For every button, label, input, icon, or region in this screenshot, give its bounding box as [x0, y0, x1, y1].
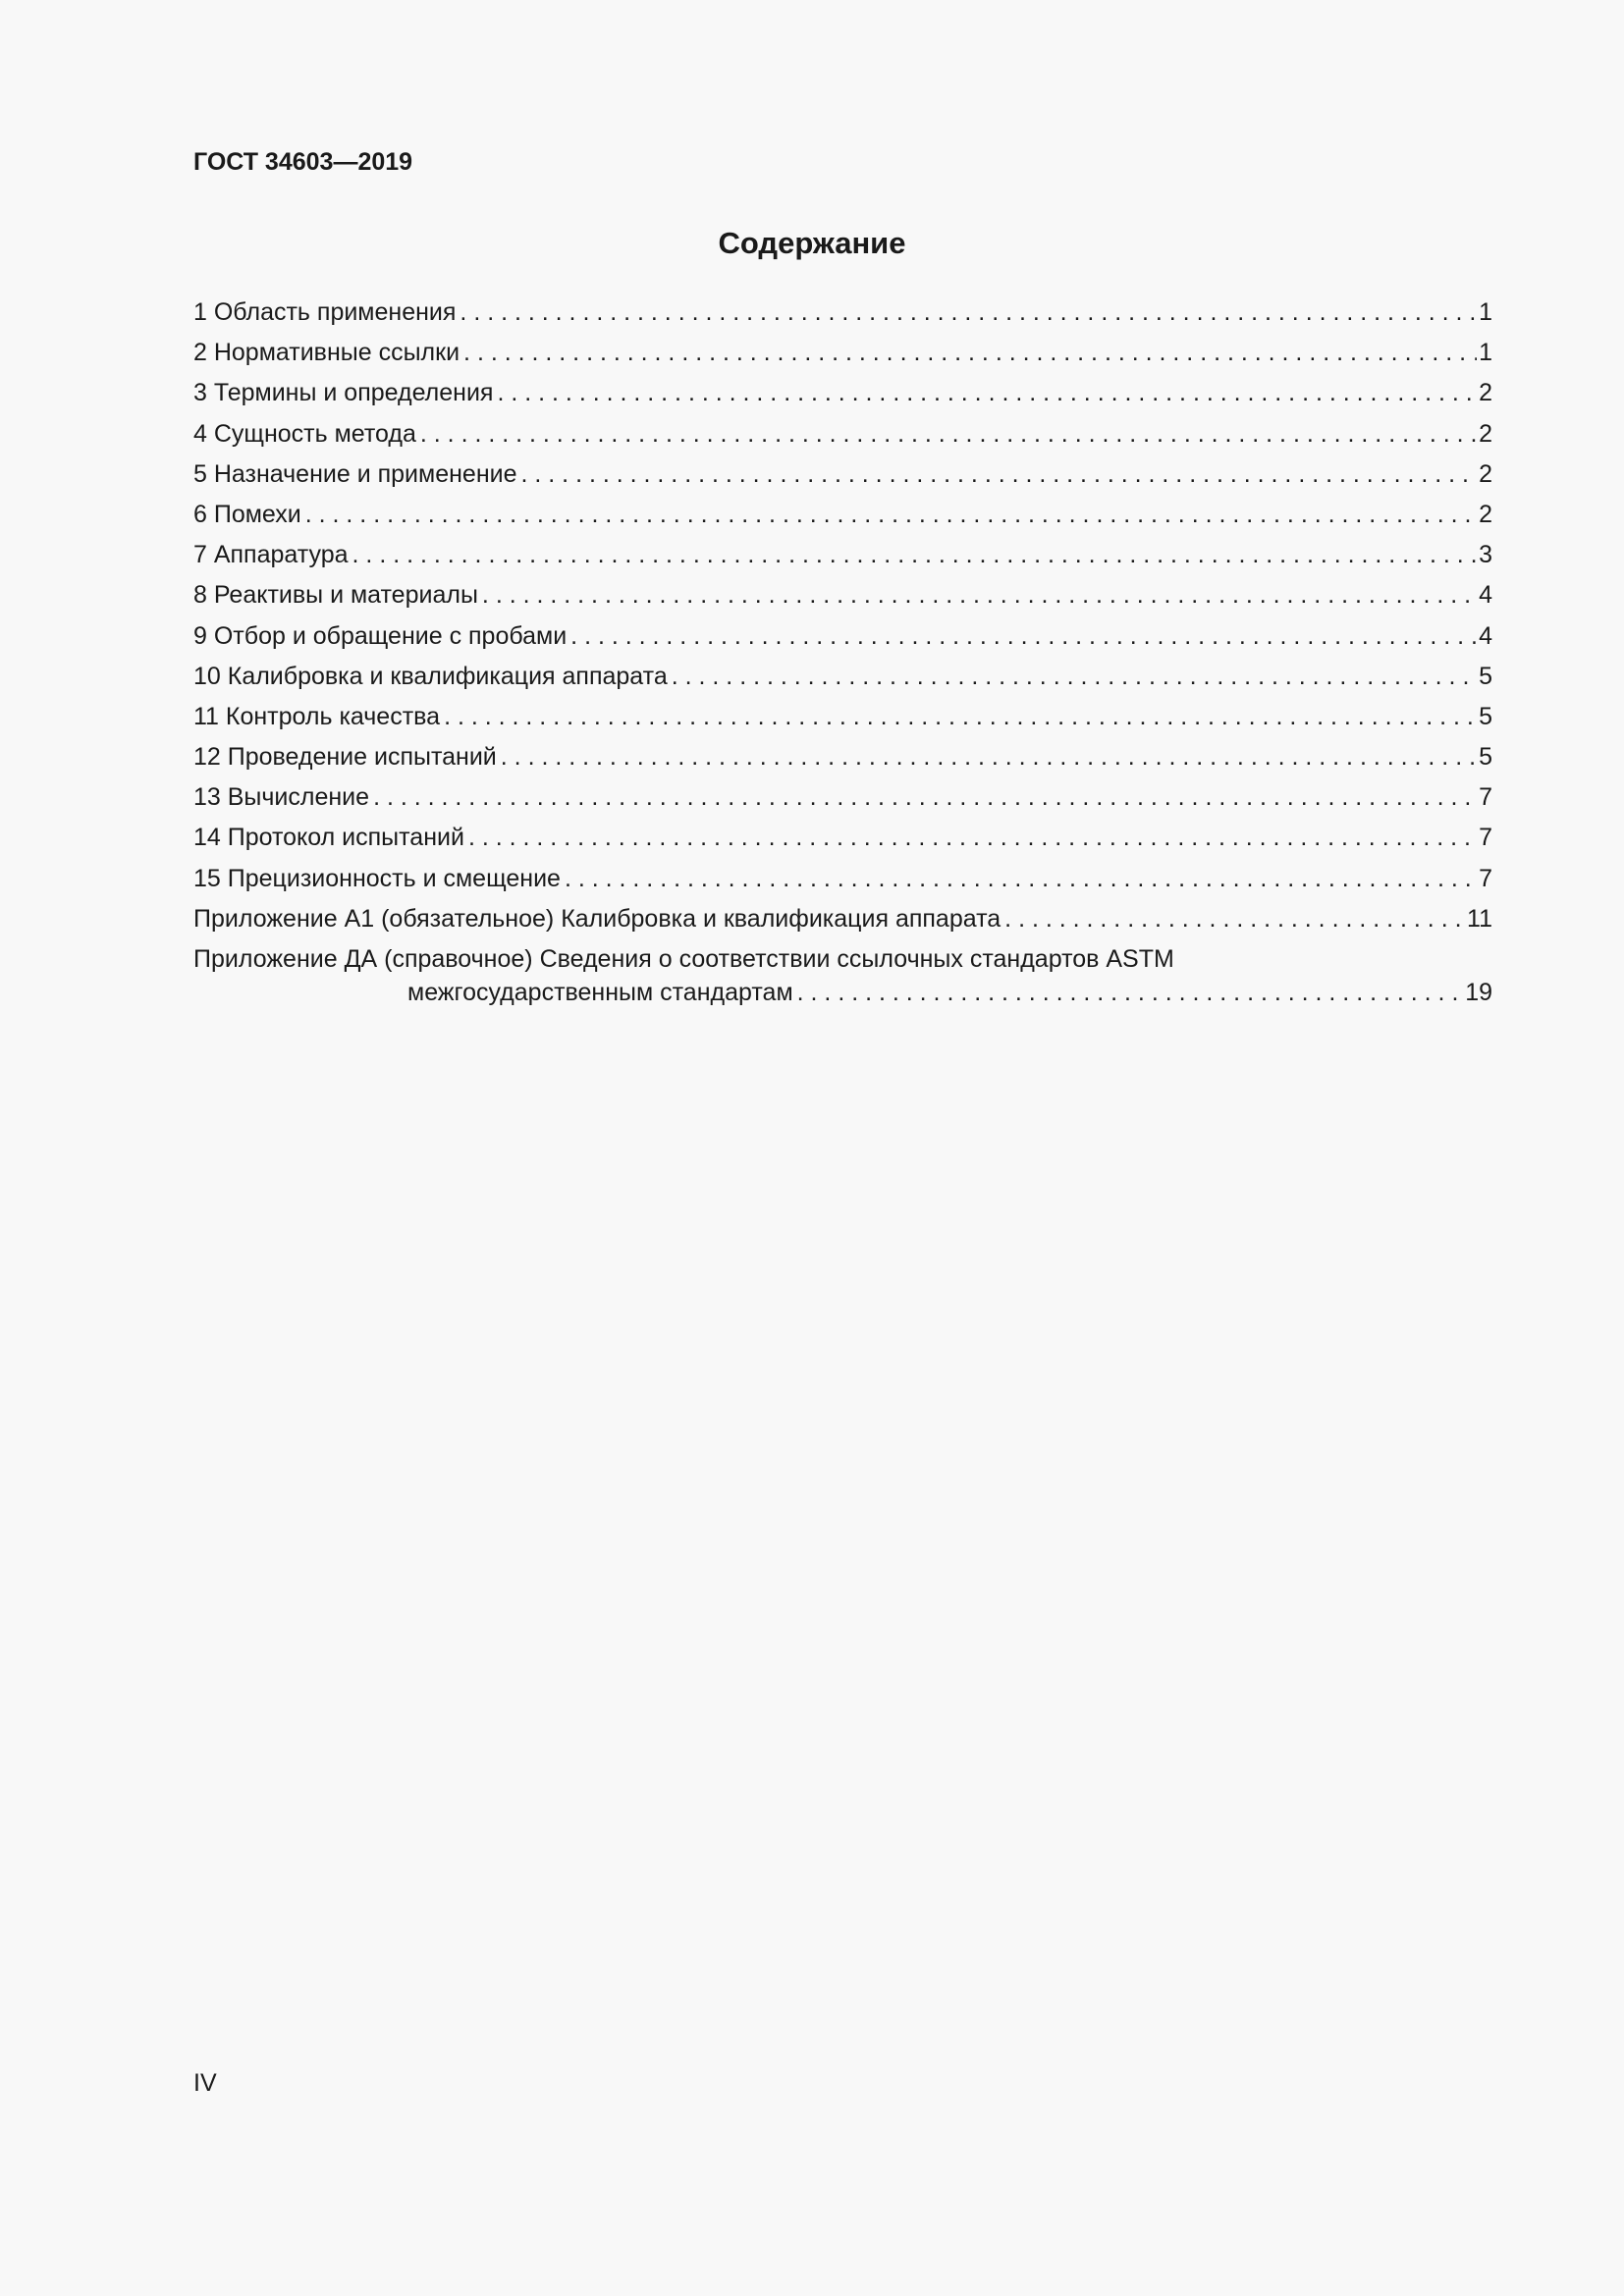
toc-entry[interactable]: [193, 336, 1492, 376]
toc-entry-label: 5 Назначение и применение: [193, 459, 517, 488]
toc-entry-label: 12 Проведение испытаний: [193, 743, 497, 772]
toc-entry[interactable]: [193, 700, 1492, 740]
dot-leader: [373, 780, 1477, 814]
dot-leader: [1004, 902, 1465, 935]
toc-entry-page: 1: [1479, 339, 1492, 367]
toc-entry-page: 1: [1479, 298, 1492, 326]
toc-entry[interactable]: [193, 862, 1492, 902]
toc-entry[interactable]: [193, 660, 1492, 700]
dot-leader: [672, 660, 1477, 693]
toc-entry-page: 2: [1479, 379, 1492, 407]
toc-entry-page: 7: [1479, 864, 1492, 892]
toc-entry-label: 15 Прецизионность и смещение: [193, 864, 561, 892]
toc-entry[interactable]: [193, 578, 1492, 618]
page-number: IV: [193, 2069, 217, 2097]
dot-leader: [501, 740, 1477, 774]
toc-entry[interactable]: [193, 902, 1492, 942]
toc-entry-label: 3 Термины и определения: [193, 379, 494, 407]
toc-entry[interactable]: [193, 457, 1492, 498]
toc-entry-label: 4 Сущность метода: [193, 419, 416, 448]
toc-entry-page: 4: [1479, 581, 1492, 610]
toc-entry-page: 3: [1479, 541, 1492, 569]
dot-leader: [444, 700, 1477, 733]
dot-leader: [420, 417, 1477, 451]
toc-entry-label: 14 Протокол испытаний: [193, 824, 464, 852]
toc-entry[interactable]: [193, 538, 1492, 578]
toc-entry-page: 4: [1479, 621, 1492, 650]
toc-entry[interactable]: [193, 740, 1492, 780]
toc-entry-label: 1 Область применения: [193, 298, 457, 326]
dot-leader: [305, 498, 1477, 531]
toc-entry-label: 13 Вычисление: [193, 783, 370, 812]
toc-entry-page: 5: [1479, 702, 1492, 730]
toc-entry[interactable]: [193, 780, 1492, 821]
toc-entry-label: 9 Отбор и обращение с пробами: [193, 621, 568, 650]
dot-leader: [460, 295, 1477, 329]
toc-entry[interactable]: [193, 619, 1492, 660]
dot-leader: [521, 457, 1478, 491]
dot-leader: [482, 578, 1477, 612]
toc-entry-label: Приложение ДА (справочное) Сведения о соответствии ссылочных стандартов ASTM: [193, 945, 1174, 973]
toc-entry[interactable]: [193, 376, 1492, 416]
toc-entry-page: 2: [1479, 459, 1492, 488]
toc-entry[interactable]: [193, 821, 1492, 861]
toc-entry-label: 10 Калибровка и квалификация аппарата: [193, 662, 668, 690]
toc-entry-page: 7: [1479, 783, 1492, 812]
table-of-contents: [193, 295, 1492, 1009]
toc-entry-page: 7: [1479, 824, 1492, 852]
toc-entry[interactable]: [193, 417, 1492, 457]
toc-entry-label: Приложение А1 (обязательное) Калибровка и квалификация аппарата: [193, 904, 1001, 933]
page-title: Содержание: [718, 226, 906, 260]
dot-leader: [570, 619, 1477, 653]
toc-entry-page: 2: [1479, 500, 1492, 528]
toc-entry-page: 5: [1479, 662, 1492, 690]
toc-entry-page: 2: [1479, 419, 1492, 448]
dot-leader: [565, 862, 1477, 895]
toc-entry-label: 7 Аппаратура: [193, 541, 349, 569]
toc-entry[interactable]: [193, 295, 1492, 336]
toc-entry-page: 19: [1465, 979, 1492, 1006]
toc-entry-page: 5: [1479, 743, 1492, 772]
toc-entry-label: 11 Контроль качества: [193, 702, 441, 730]
toc-entry-label: 6 Помехи: [193, 500, 301, 528]
toc-entry[interactable]: [193, 498, 1492, 538]
document-header: ГОСТ 34603—2019: [193, 148, 413, 176]
toc-entry-page: 11: [1467, 904, 1492, 933]
toc-entry-appendix-da[interactable]: [193, 942, 1492, 1009]
toc-entry-label: 8 Реактивы и материалы: [193, 581, 478, 610]
dot-leader: [468, 821, 1477, 854]
toc-entry-label: 2 Нормативные ссылки: [193, 339, 460, 367]
dot-leader: [463, 336, 1477, 369]
dot-leader: [797, 976, 1464, 1009]
dot-leader: [352, 538, 1478, 571]
toc-entry-label-continued: межгосударственным стандартам: [407, 979, 793, 1006]
dot-leader: [497, 376, 1477, 409]
